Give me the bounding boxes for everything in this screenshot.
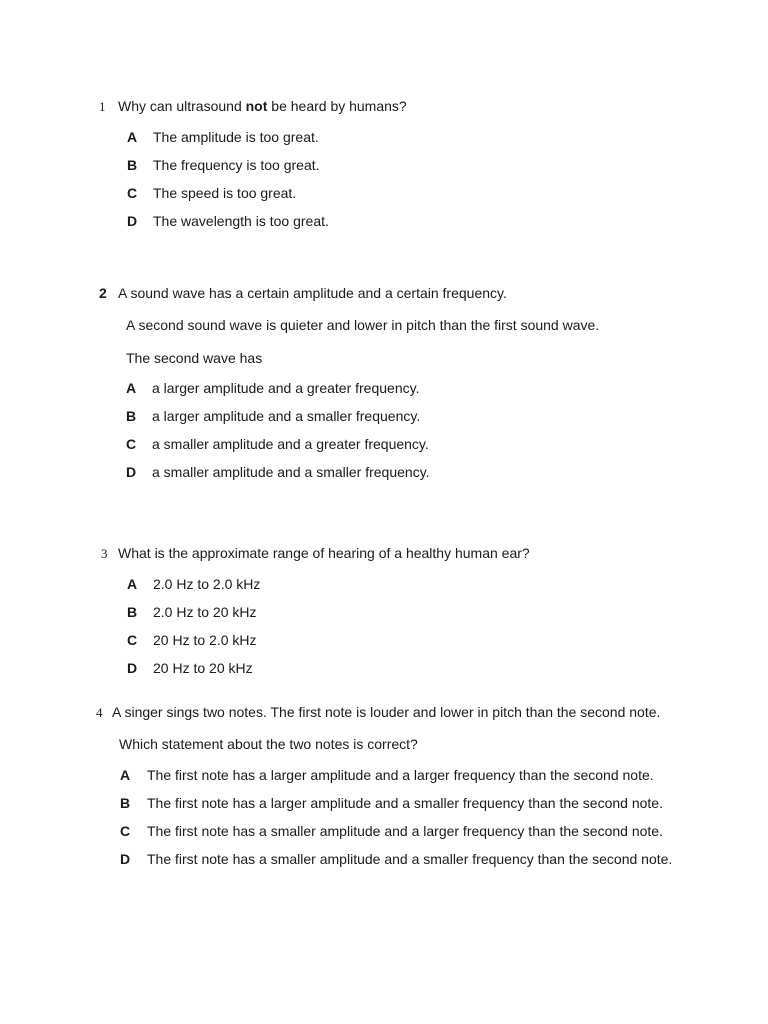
option-text: The speed is too great.	[153, 185, 297, 201]
question-prompt: Which statement about the two notes is correct?	[119, 736, 418, 752]
option-letter: A	[126, 380, 137, 396]
option-letter: C	[127, 632, 138, 648]
question-number: 2	[99, 285, 107, 301]
stem-text: be heard by humans?	[267, 98, 407, 114]
option-text: a smaller amplitude and a smaller frequency.	[152, 464, 430, 480]
question-stem: What is the approximate range of hearing of a healthy human ear?	[118, 545, 530, 561]
option-letter: B	[127, 157, 138, 173]
option-text: a larger amplitude and a greater frequency.	[152, 380, 420, 396]
option-text: The first note has a smaller amplitude and a larger frequency than the second note.	[147, 823, 663, 839]
option-letter: A	[127, 576, 138, 592]
stem-text: Why can ultrasound	[118, 98, 246, 114]
option-letter: B	[120, 795, 131, 811]
question-number: 3	[101, 546, 108, 561]
option-text: The wavelength is too great.	[153, 213, 329, 229]
option-text: The amplitude is too great.	[153, 129, 319, 145]
option-letter: B	[126, 408, 137, 424]
option-text: 2.0 Hz to 20 kHz	[153, 604, 257, 620]
option-letter: D	[126, 464, 137, 480]
question-stem: A sound wave has a certain amplitude and a certain frequency.	[118, 285, 507, 301]
option-letter: A	[127, 129, 138, 145]
option-text: a smaller amplitude and a greater frequency.	[152, 436, 429, 452]
question-context: A second sound wave is quieter and lower in pitch than the first sound wave.	[126, 317, 600, 333]
question-number: 4	[96, 705, 103, 720]
option-letter: C	[127, 185, 138, 201]
stem-emphasis: not	[245, 98, 268, 114]
option-letter: C	[126, 436, 137, 452]
option-letter: D	[127, 660, 138, 676]
option-text: 20 Hz to 20 kHz	[153, 660, 253, 676]
question-stem: A singer sings two notes. The first note is louder and lower in pitch than the second note.	[112, 704, 661, 720]
option-text: The frequency is too great.	[153, 157, 320, 173]
option-text: 20 Hz to 2.0 kHz	[153, 632, 257, 648]
option-text: The first note has a smaller amplitude and a smaller frequency than the second note.	[147, 851, 673, 867]
option-letter: D	[127, 213, 138, 229]
question-prompt: The second wave has	[126, 350, 263, 366]
option-letter: B	[127, 604, 138, 620]
option-text: The first note has a larger amplitude and a larger frequency than the second note.	[147, 767, 654, 783]
option-letter: D	[120, 851, 131, 867]
question-number: 1	[99, 99, 106, 114]
option-text: a larger amplitude and a smaller frequency.	[152, 408, 421, 424]
option-letter: C	[120, 823, 131, 839]
option-text: The first note has a larger amplitude and a smaller frequency than the second note.	[147, 795, 663, 811]
question-stem	[118, 98, 407, 114]
option-letter: A	[120, 767, 131, 783]
option-text: 2.0 Hz to 2.0 kHz	[153, 576, 261, 592]
